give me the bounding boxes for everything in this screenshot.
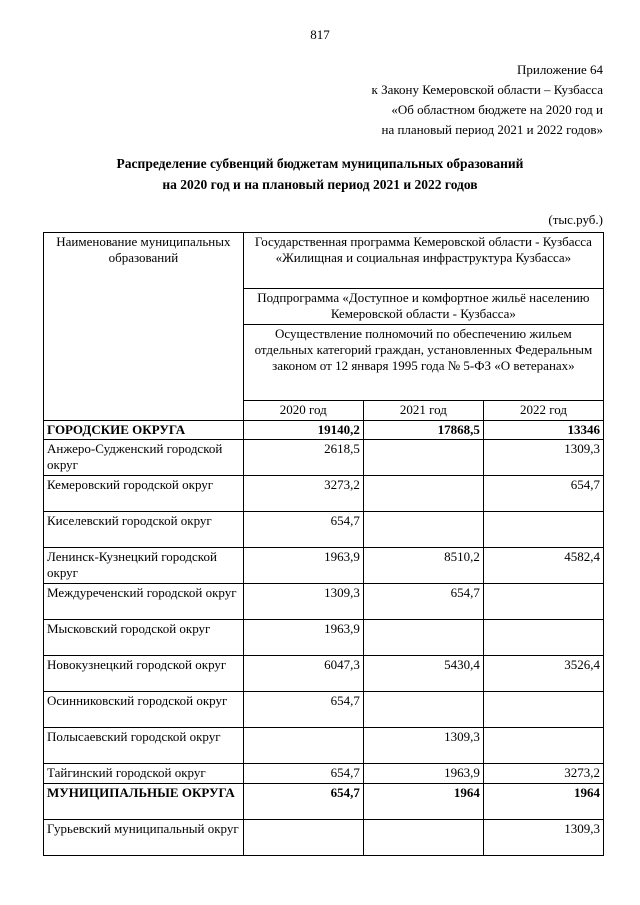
municipality-name: Гурьевский муниципальный округ: [44, 820, 244, 856]
document-title: [0, 153, 640, 195]
value-2020: 19140,2: [243, 421, 363, 440]
table-row: [44, 440, 604, 476]
header-activity: Осуществление полномочий по обеспечению жильем отдельных категорий граждан, установленных Федеральным законом от 12 января 1995 года № 5-ФЗ «О ветеранах»: [243, 325, 603, 401]
year-2022-header: 2022 год: [483, 401, 603, 421]
header-subprogram: Подпрограмма «Доступное и комфортное жильё населению Кемеровской области - Кузбасса»: [243, 289, 603, 325]
appendix-line: к Закону Кемеровской области – Кузбасса: [371, 82, 603, 97]
value-2020: 6047,3: [243, 656, 363, 692]
table-row: [44, 476, 604, 512]
value-2022: [483, 620, 603, 656]
header-name: Наименование муниципальных образований: [44, 233, 244, 421]
table-row: [44, 656, 604, 692]
year-2021-header: 2021 год: [363, 401, 483, 421]
value-2020: 1309,3: [243, 584, 363, 620]
appendix-line: на плановый период 2021 и 2022 годов»: [381, 122, 603, 137]
municipality-name: Анжеро-Судженский городской округ: [44, 440, 244, 476]
value-2021: 1309,3: [363, 728, 483, 764]
value-2021: 1963,9: [363, 764, 483, 784]
appendix-block: [372, 60, 604, 140]
value-2020: 654,7: [243, 784, 363, 820]
value-2021: 654,7: [363, 584, 483, 620]
value-2020: 654,7: [243, 764, 363, 784]
value-2020: [243, 820, 363, 856]
table-row: [44, 421, 604, 440]
value-2021: [363, 476, 483, 512]
municipality-name: Мысковский городской округ: [44, 620, 244, 656]
table-row: [44, 584, 604, 620]
value-2022: 654,7: [483, 476, 603, 512]
municipality-name: Тайгинский городской округ: [44, 764, 244, 784]
value-2021: [363, 512, 483, 548]
value-2022: 1964: [483, 784, 603, 820]
table-row: [44, 764, 604, 784]
value-2021: [363, 440, 483, 476]
value-2020: 1963,9: [243, 548, 363, 584]
municipality-name: МУНИЦИПАЛЬНЫЕ ОКРУГА: [44, 784, 244, 820]
value-2021: [363, 820, 483, 856]
value-2022: [483, 728, 603, 764]
value-2022: 4582,4: [483, 548, 603, 584]
value-2022: 1309,3: [483, 820, 603, 856]
value-2022: [483, 692, 603, 728]
title-line: на 2020 год и на плановый период 2021 и 2022 годов: [162, 177, 478, 192]
title-line: Распределение субвенций бюджетам муниципальных образований: [116, 156, 524, 171]
appendix-line: «Об областном бюджете на 2020 год и: [391, 102, 603, 117]
value-2022: 13346: [483, 421, 603, 440]
table-row: [44, 620, 604, 656]
value-2021: [363, 692, 483, 728]
value-2020: 3273,2: [243, 476, 363, 512]
value-2020: 654,7: [243, 512, 363, 548]
value-2021: 5430,4: [363, 656, 483, 692]
appendix-line: Приложение 64: [516, 62, 603, 77]
value-2022: 1309,3: [483, 440, 603, 476]
value-2020: 1963,9: [243, 620, 363, 656]
value-2020: [243, 728, 363, 764]
municipality-name: Ленинск-Кузнецкий городской округ: [44, 548, 244, 584]
municipality-name: Полысаевский городской округ: [44, 728, 244, 764]
table-row: [44, 692, 604, 728]
municipality-name: Осинниковский городской округ: [44, 692, 244, 728]
header-program: Государственная программа Кемеровской области - Кузбасса «Жилищная и социальная инфраструктура Кузбасса»: [243, 233, 603, 289]
value-2020: 2618,5: [243, 440, 363, 476]
page-number: 817: [310, 27, 330, 42]
year-2020-header: 2020 год: [243, 401, 363, 421]
municipality-name: Междуреченский городской округ: [44, 584, 244, 620]
value-2021: 8510,2: [363, 548, 483, 584]
value-2021: [363, 620, 483, 656]
municipality-name: Кемеровский городской округ: [44, 476, 244, 512]
subsidy-table: [43, 232, 604, 856]
value-2021: 17868,5: [363, 421, 483, 440]
value-2021: 1964: [363, 784, 483, 820]
table-row: [44, 548, 604, 584]
municipality-name: Киселевский городской округ: [44, 512, 244, 548]
value-2022: 3273,2: [483, 764, 603, 784]
municipality-name: ГОРОДСКИЕ ОКРУГА: [44, 421, 244, 440]
table-row: [44, 784, 604, 820]
municipality-name: Новокузнецкий городской округ: [44, 656, 244, 692]
value-2022: 3526,4: [483, 656, 603, 692]
value-2022: [483, 512, 603, 548]
table-row: [44, 820, 604, 856]
value-2020: 654,7: [243, 692, 363, 728]
units-label: (тыс.руб.): [548, 212, 603, 227]
value-2022: [483, 584, 603, 620]
table-row: [44, 728, 604, 764]
table-row: [44, 512, 604, 548]
